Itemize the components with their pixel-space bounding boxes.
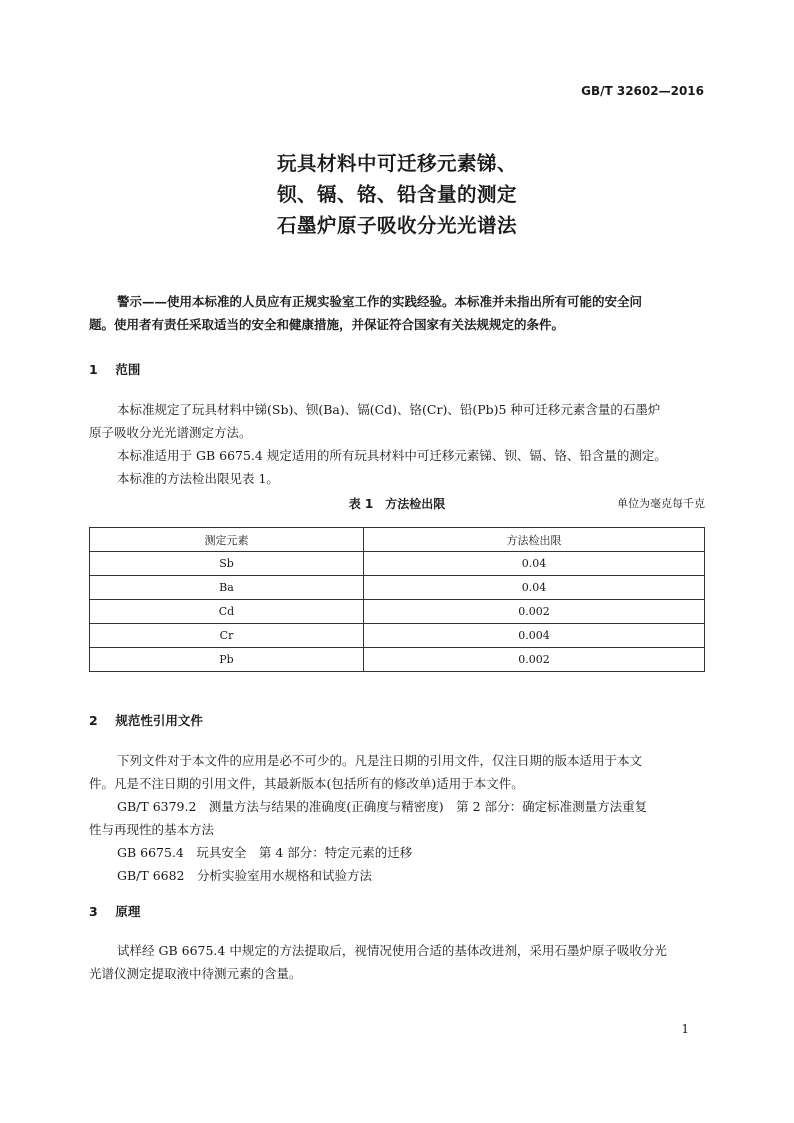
section-3-body [89, 939, 705, 985]
table-cell-element: Cr [90, 624, 364, 648]
table-1-caption-row [89, 495, 705, 515]
table-1-unit: 单位为毫克每千克 [617, 497, 705, 510]
section-2-para-1-line-1: 下列文件对于本文件的应用是必不可少的。凡是注日期的引用文件，仅注日期的版本适用于本文 [117, 753, 643, 768]
table-cell-element: Ba [90, 576, 364, 600]
table-row [90, 552, 705, 576]
section-1-para-1-line-2: 原子吸收分光光谱测定方法。 [89, 425, 252, 440]
warning-line-2: 题。使用者有责任采取适当的安全和健康措施，并保证符合国家有关法规规定的条件。 [89, 317, 565, 332]
table-cell-element: Cd [90, 600, 364, 624]
warning-paragraph [89, 290, 705, 336]
section-3-title: 原理 [115, 904, 141, 919]
table-header-row [90, 528, 705, 552]
document-title [0, 148, 794, 241]
reference-1-line-2: 性与再现性的基本方法 [89, 822, 215, 837]
table-row [90, 576, 705, 600]
section-1-body [89, 398, 705, 490]
reference-3: GB/T 6682 分析实验室用水规格和试验方法 [117, 868, 373, 883]
table-cell-limit: 0.04 [364, 552, 705, 576]
table-cell-element: Pb [90, 648, 364, 672]
title-line-1: 玩具材料中可迁移元素锑、 [276, 152, 517, 175]
reference-2: GB 6675.4 玩具安全 第 4 部分：特定元素的迁移 [117, 845, 413, 860]
table-1 [89, 527, 705, 672]
warning-line-1: 警示——使用本标准的人员应有正规实验室工作的实践经验。本标准并未指出所有可能的安全问 [117, 294, 643, 309]
section-1-para-1-line-1: 本标准规定了玩具材料中锑(Sb)、钡(Ba)、镉(Cd)、铬(Cr)、铅(Pb)5 种可迁移元素含量的石墨炉 [117, 402, 661, 417]
section-1-number: 1 [89, 362, 98, 377]
table-cell-element: Sb [90, 552, 364, 576]
table-row [90, 624, 705, 648]
page-number: 1 [681, 1022, 689, 1036]
section-1-para-3: 本标准的方法检出限见表 1。 [117, 471, 279, 486]
reference-1-line-1: GB/T 6379.2 测量方法与结果的准确度(正确度与精密度) 第 2 部分：确定标准测量方法重复 [117, 799, 648, 814]
table-header-element: 测定元素 [90, 528, 364, 552]
table-cell-limit: 0.002 [364, 648, 705, 672]
section-2-number: 2 [89, 713, 98, 728]
section-2-heading [89, 711, 203, 729]
section-2-para-1-line-2: 件。凡是不注日期的引用文件，其最新版本(包括所有的修改单)适用于本文件。 [89, 776, 524, 791]
table-cell-limit: 0.002 [364, 600, 705, 624]
section-3-para-1-line-2: 光谱仪测定提取液中待测元素的含量。 [89, 966, 302, 981]
standard-code: GB/T 32602—2016 [581, 84, 704, 98]
table-1-caption: 表 1 方法检出限 [348, 497, 446, 511]
title-line-3: 石墨炉原子吸收分光光谱法 [276, 214, 517, 237]
section-1-heading [89, 360, 140, 378]
title-line-2: 钡、镉、铬、铅含量的测定 [276, 183, 517, 206]
section-2-title: 规范性引用文件 [115, 713, 203, 728]
table-row [90, 648, 705, 672]
section-3-heading [89, 902, 140, 920]
table-cell-limit: 0.04 [364, 576, 705, 600]
section-3-number: 3 [89, 904, 98, 919]
section-3-para-1-line-1: 试样经 GB 6675.4 中规定的方法提取后，视情况使用合适的基体改进剂，采用石墨炉原子吸收分光 [117, 943, 667, 958]
section-1-para-2: 本标准适用于 GB 6675.4 规定适用的所有玩具材料中可迁移元素锑、钡、镉、铬、铅含量的测定。 [117, 448, 667, 463]
table-cell-limit: 0.004 [364, 624, 705, 648]
section-1-title: 范围 [115, 362, 141, 377]
section-2-body [89, 749, 705, 887]
table-row [90, 600, 705, 624]
table-header-limit: 方法检出限 [364, 528, 705, 552]
